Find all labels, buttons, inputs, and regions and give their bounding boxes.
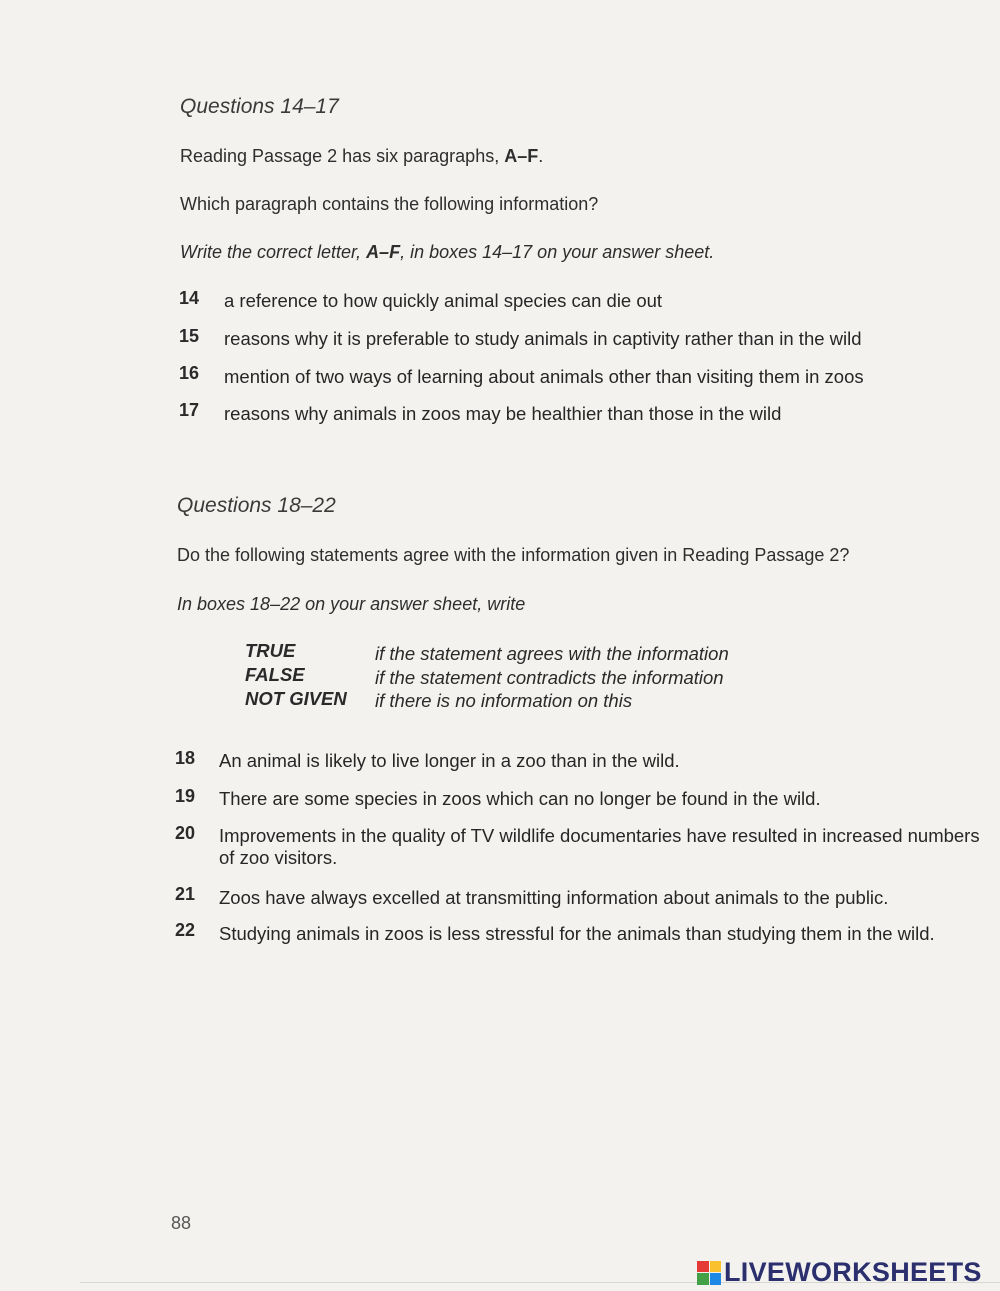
section2-instruction: In boxes 18–22 on your answer sheet, write [177,594,526,614]
liveworksheets-logo [697,1257,982,1288]
question-text: reasons why it is preferable to study animals in captivity rather than in the wild [224,328,862,349]
section-heading-18-22: Questions 18–22 [177,494,336,517]
instruction-text: Write the correct letter, [180,242,367,262]
instruction-end: , in boxes 14–17 on your answer sheet. [400,242,715,262]
question-text: An animal is likely to live longer in a zoo than in the wild. [219,750,680,771]
answer-key-description: if there is no information on this [375,690,633,711]
answer-key-label: FALSE [245,664,305,685]
question-number: 14 [179,288,200,308]
question-number: 16 [179,363,200,383]
question-text: There are some species in zoos which can no longer be found in the wild. [219,788,821,809]
question-number: 19 [175,786,196,806]
answer-key-label: TRUE [245,640,296,661]
answer-key-description: if the statement contradicts the information [375,667,724,688]
page-number: 88 [171,1213,192,1233]
intro-letters: A–F [504,146,539,166]
liveworksheets-logo-icon [697,1261,721,1285]
question-text: reasons why animals in zoos may be healthier than those in the wild [224,403,782,424]
question-number: 22 [175,920,196,940]
question-text: Zoos have always excelled at transmitting information about animals to the public. [219,887,889,908]
question-text: Studying animals in zoos is less stressful for the animals than studying them in the wild. [219,923,935,944]
question-text: Improvements in the quality of TV wildlife documentaries have resulted in increased numbers of zoo visitors. [219,825,980,868]
question-number: 21 [175,884,196,904]
question-text: mention of two ways of learning about animals other than visiting them in zoos [224,366,864,387]
section1-question: Which paragraph contains the following information? [180,194,599,214]
question-number: 20 [175,823,196,843]
question-text: a reference to how quickly animal species can die out [224,290,663,311]
answer-key-label: NOT GIVEN [245,688,347,709]
intro-end: . [538,146,544,166]
question-number: 15 [179,326,200,346]
intro-text: Reading Passage 2 has six paragraphs, [180,146,505,166]
question-number: 18 [175,748,196,768]
section2-intro: Do the following statements agree with the information given in Reading Passage 2? [177,545,850,565]
section1-instruction [180,242,714,263]
logo-text: LIVEWORKSHEETS [724,1257,982,1287]
section-heading-14-17: Questions 14–17 [180,95,339,118]
answer-key-description: if the statement agrees with the information [375,643,729,664]
question-number: 17 [179,400,200,420]
instruction-letters: A–F [366,242,401,262]
section1-intro [180,146,543,167]
